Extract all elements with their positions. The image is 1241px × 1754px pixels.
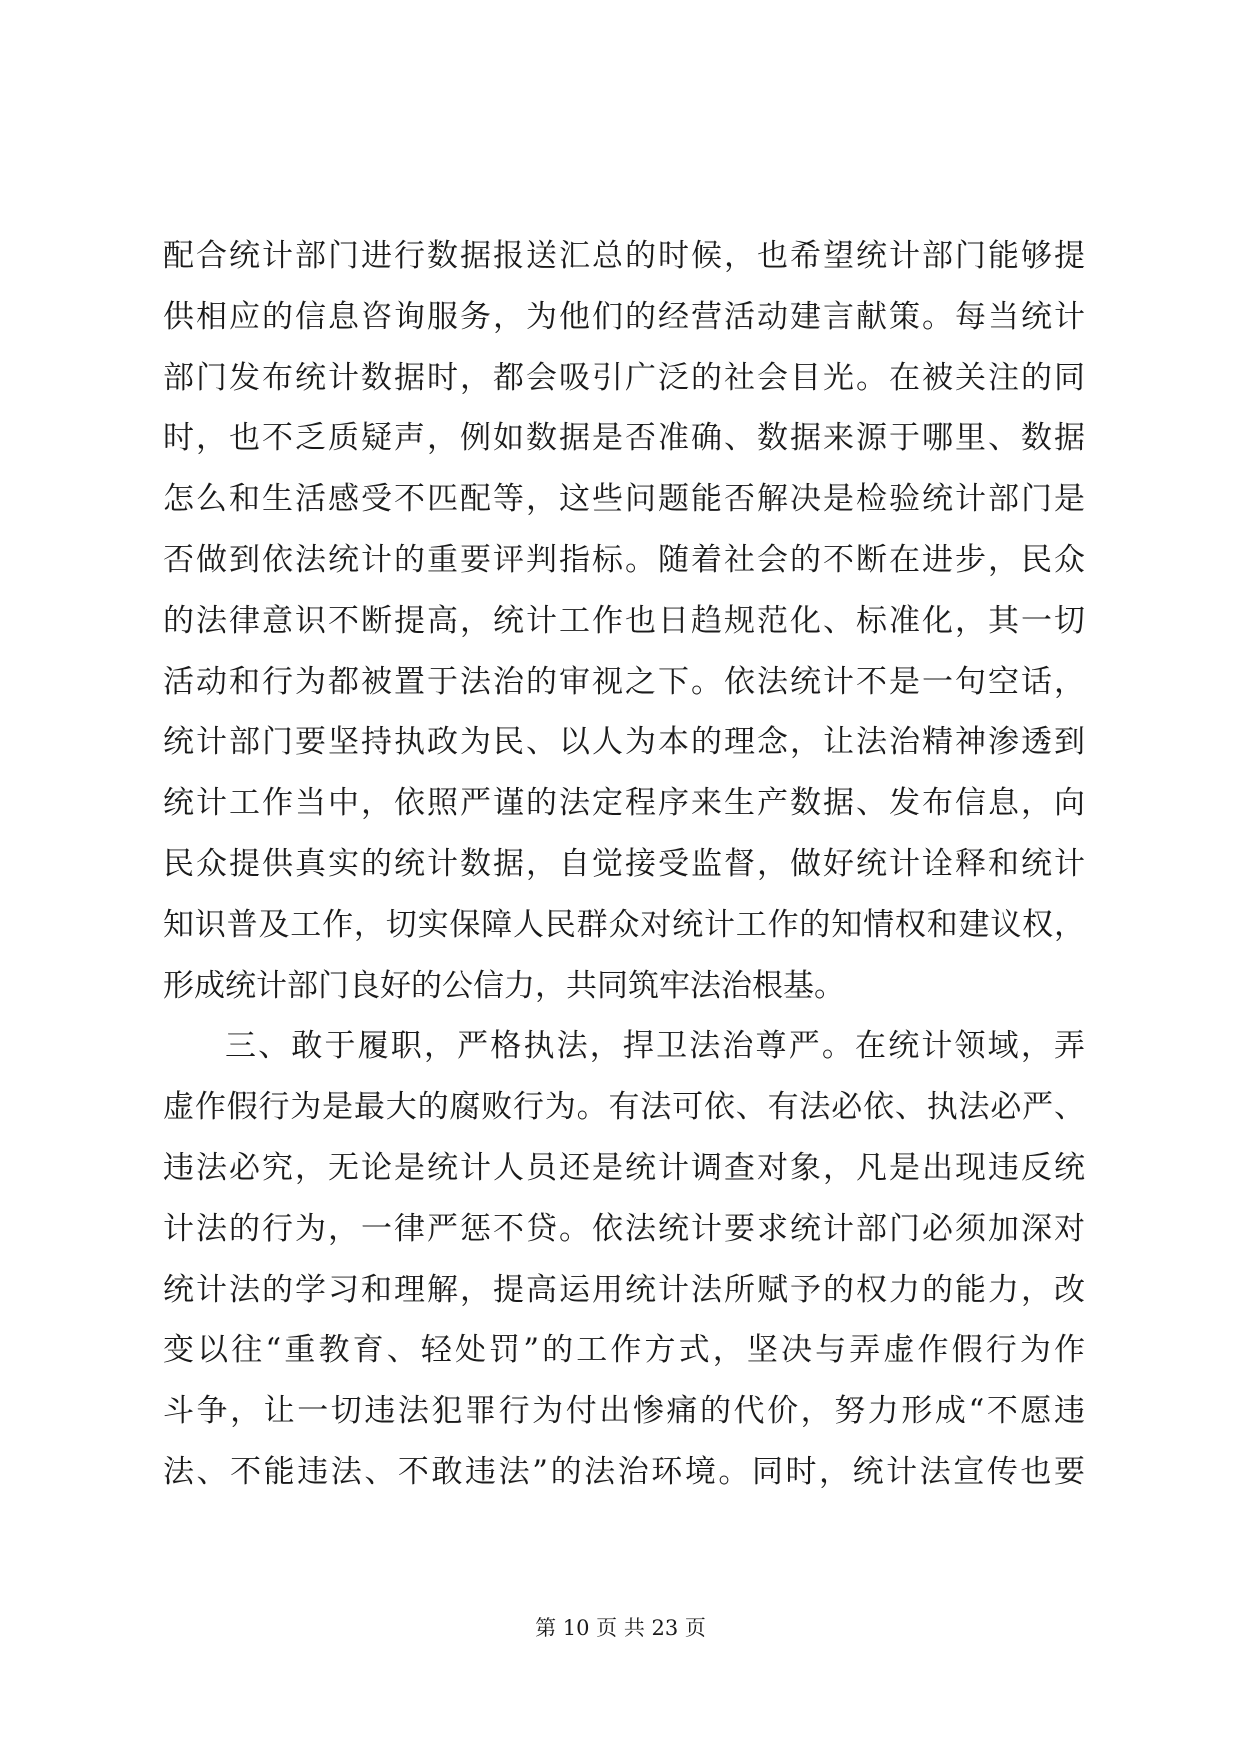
text-line: 变以往“重教育、轻处罚”的工作方式，坚决与弄虚作假行为作: [163, 1332, 1085, 1369]
text-line: 法、不能违法、不敢违法”的法治环境。同时，统计法宣传也要: [163, 1453, 1085, 1490]
text-line: 统计部门要坚持执政为民、以人为本的理念，让法治精神渗透到: [163, 724, 1085, 761]
text-line: 统计工作当中，依照严谨的法定程序来生产数据、发布信息，向: [163, 785, 1085, 822]
text-line: 违法必究，无论是统计人员还是统计调查对象，凡是出现违反统: [163, 1149, 1085, 1186]
text-line: 计法的行为，一律严惩不贷。依法统计要求统计部门必须加深对: [163, 1210, 1085, 1247]
text-line: 斗争，让一切违法犯罪行为付出惨痛的代价，努力形成“不愿违: [163, 1393, 1085, 1430]
text-line: 怎么和生活感受不匹配等，这些问题能否解决是检验统计部门是: [163, 481, 1085, 518]
text-line: 的法律意识不断提高，统计工作也日趋规范化、标准化，其一切: [163, 602, 1085, 639]
paragraph-end-line: 形成统计部门良好的公信力，共同筑牢法治根基。: [163, 967, 845, 1004]
section-heading-line: 三、敢于履职，严格执法，捍卫法治尊严。在统计领域，弄: [225, 1028, 1085, 1065]
text-line: 活动和行为都被置于法治的审视之下。依法统计不是一句空话，: [163, 663, 1085, 700]
page-number: 第 10 页 共 23 页: [535, 1616, 706, 1640]
body-text: [163, 226, 1085, 1503]
text-line: 否做到依法统计的重要评判指标。随着社会的不断在进步，民众: [163, 541, 1085, 578]
text-line: 虚作假行为是最大的腐败行为。有法可依、有法必依、执法必严、: [163, 1089, 1085, 1126]
text-line: 部门发布统计数据时，都会吸引广泛的社会目光。在被关注的同: [163, 359, 1085, 396]
text-line: 配合统计部门进行数据报送汇总的时候，也希望统计部门能够提: [163, 238, 1085, 274]
text-line: 统计法的学习和理解，提高运用统计法所赋予的权力的能力，改: [163, 1271, 1085, 1308]
text-line: 民众提供真实的统计数据，自觉接受监督，做好统计诠释和统计: [163, 845, 1085, 882]
text-line: 知识普及工作，切实保障人民群众对统计工作的知情权和建议权，: [163, 906, 1085, 943]
text-line: 时，也不乏质疑声，例如数据是否准确、数据来源于哪里、数据: [163, 420, 1085, 457]
text-line: 供相应的信息咨询服务，为他们的经营活动建言献策。每当统计: [163, 298, 1085, 335]
